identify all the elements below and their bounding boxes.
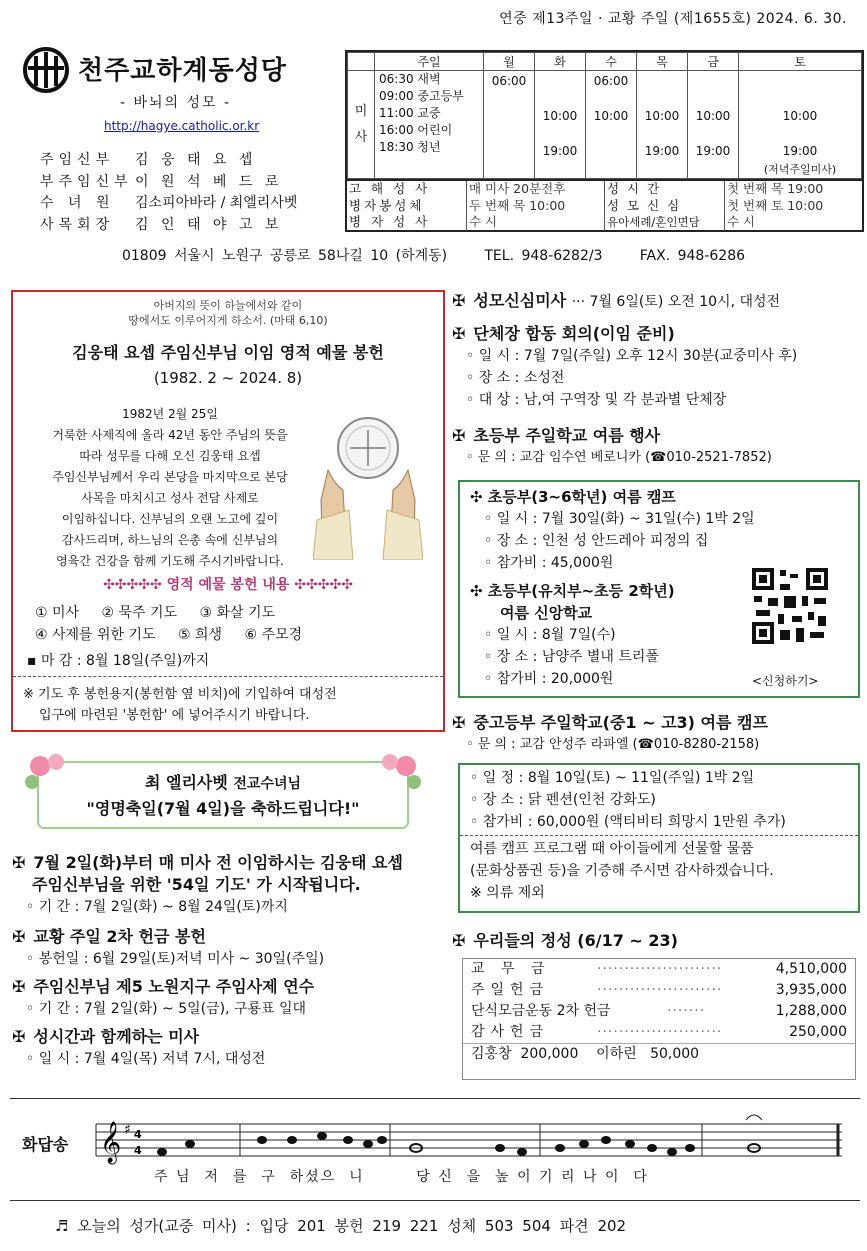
parish-name: 천주교하계동성당 bbox=[78, 56, 287, 86]
notice-title-text: 교황 주일 2차 헌금 봉헌 bbox=[33, 927, 206, 946]
tuesday-times bbox=[535, 71, 586, 179]
time-entry: 19:00 bbox=[695, 144, 731, 158]
offering-amount: 1,288,000 bbox=[775, 1003, 847, 1019]
notice-title-text: 우리들의 정성 (6/17 ~ 23) bbox=[473, 931, 678, 950]
farewell-offering-box bbox=[11, 290, 445, 732]
monday-times bbox=[484, 71, 535, 179]
notice-title-text: 주임신부님을 위한 '54일 기도' 가 시작됩니다. bbox=[32, 875, 361, 894]
offering-row bbox=[463, 1001, 855, 1022]
parish-tel: TEL. 948-6282/3 bbox=[484, 248, 603, 264]
service-value: 첫 번째 목 19:00 bbox=[727, 181, 824, 196]
offering-name: 단식모금운동 2차 헌금 bbox=[471, 1003, 611, 1019]
psalm-lyrics: 주 님 저 를 구 하셨으 니 당 신 을 높 이 기 리 나 이 다 bbox=[154, 1169, 649, 1185]
offering-amount: 4,510,000 bbox=[775, 961, 847, 977]
service-value: 첫 번째 토 10:00 bbox=[727, 197, 824, 213]
camp-detail: ◦ 일 정 : 8월 10일(토) ~ 11일(주일) 1박 2일 bbox=[470, 770, 755, 786]
offering-row bbox=[463, 959, 855, 980]
leader-dots: ······· bbox=[667, 1003, 706, 1019]
staff-role: 주임신부 bbox=[40, 152, 115, 168]
parish-logo-icon bbox=[22, 46, 70, 94]
offering-amount: 250,000 bbox=[789, 1024, 847, 1040]
offering-subheading: ✣✣✣✣✣ 영적 예물 봉헌 내용 ✣✣✣✣✣ bbox=[103, 577, 353, 593]
notice-detail: ··· 7월 6일(토) 오전 10시, 대성전 bbox=[571, 294, 781, 310]
camp-detail: ◦ 장 소 : 인천 성 안드레아 피정의 집 bbox=[484, 533, 709, 549]
divider bbox=[10, 1098, 860, 1099]
wednesday-times bbox=[586, 71, 637, 179]
notice-title-text: 단체장 합동 회의(이임 준비) bbox=[473, 324, 675, 343]
youth-camp-notice bbox=[452, 712, 860, 756]
right-notices bbox=[452, 290, 860, 469]
camp-title: ✣ 초등부(3~6학년) 여름 캠프 bbox=[470, 488, 676, 506]
offering-row bbox=[35, 602, 320, 624]
quote-line: 아버지의 뜻이 하늘에서와 같이 bbox=[153, 299, 303, 312]
staff-row bbox=[40, 193, 297, 215]
staff-role: 수 녀 원 bbox=[40, 195, 115, 211]
note-line: 여름 캠프 프로그램 때 아이들에게 선물할 물품 bbox=[470, 841, 754, 857]
day-header: 수 bbox=[586, 53, 637, 71]
notice-detail: ◦ 대 상 : 남,여 구역장 및 각 분과별 단체장 bbox=[466, 392, 727, 408]
offering-item: ③ 화살 기도 bbox=[199, 605, 276, 621]
story-line: 따라 성무를 다해 오신 김웅태 요셉 bbox=[79, 449, 261, 463]
day-header: 화 bbox=[535, 53, 586, 71]
side-char: 사 bbox=[354, 129, 368, 145]
time-entry: 19:00 bbox=[644, 144, 680, 158]
notice-priest-retreat bbox=[12, 976, 442, 1020]
offering-row bbox=[463, 980, 855, 1001]
notice-detail: ◦ 일 시 : 7월 4일(목) 저녁 7시, 대성전 bbox=[26, 1051, 266, 1067]
notice-detail: ◦ 기 간 : 7월 2일(화) ~ 8월 24일(토)까지 bbox=[26, 899, 288, 915]
mass-schedule bbox=[345, 50, 864, 232]
cross-icon: ✠ bbox=[452, 324, 466, 343]
time-entry: 18:30 청년 bbox=[379, 140, 441, 154]
honoree-title: 전교수녀님 bbox=[233, 776, 302, 792]
notice-title bbox=[452, 425, 860, 447]
donor-list: 김홍창 200,000 이하린 50,000 bbox=[471, 1046, 700, 1062]
scripture-quote bbox=[13, 298, 443, 328]
feast-day-banner bbox=[18, 752, 428, 836]
offering-row bbox=[35, 624, 320, 646]
offering-item: ⑤ 희생 bbox=[178, 627, 223, 643]
cross-icon: ✠ bbox=[12, 927, 26, 946]
qr-label: <신청하기> bbox=[752, 674, 819, 688]
notice-detail: ◦ 기 간 : 7월 2일(화) ~ 5일(금), 구룡표 일대 bbox=[26, 1001, 307, 1017]
day-header: 금 bbox=[688, 53, 739, 71]
notice-title bbox=[12, 976, 442, 998]
mass-side-label bbox=[348, 71, 375, 179]
offering-amount: 3,935,000 bbox=[775, 982, 847, 998]
day-header: 주일 bbox=[375, 53, 484, 71]
staff-row bbox=[40, 172, 297, 194]
camp-detail: ◦ 참가비 : 20,000원 bbox=[484, 671, 614, 687]
side-char: 미 bbox=[354, 103, 368, 119]
notice-title bbox=[452, 712, 860, 734]
time-entry: 10:00 bbox=[644, 109, 680, 123]
qr-code-icon[interactable] bbox=[750, 566, 830, 646]
svg-text:4: 4 bbox=[134, 1128, 142, 1141]
staff-name: 김 웅 태 요 셉 bbox=[135, 152, 257, 168]
time-entry: 10:00 bbox=[593, 109, 629, 123]
time-entry: 06:30 새벽 bbox=[379, 72, 441, 86]
service-label: 병자봉성체 bbox=[347, 198, 467, 215]
sacrament-schedule bbox=[347, 179, 862, 231]
leader-dots: ······················· bbox=[597, 982, 723, 998]
staff-role: 부주임신부 bbox=[40, 173, 133, 190]
honoree-name: 최 엘리사벳 bbox=[144, 773, 234, 792]
cross-icon: ✠ bbox=[452, 931, 466, 950]
saturday-times bbox=[739, 71, 862, 179]
left-notices bbox=[12, 852, 442, 1070]
time-entry: 16:00 어린이 bbox=[379, 123, 453, 137]
youth-camp-box bbox=[458, 763, 860, 913]
issue-date-line: 연중 제13주일 · 교황 주일 (제1655호) 2024. 6. 30. bbox=[499, 11, 847, 27]
service-label: 유아세례/혼인면담 bbox=[605, 214, 725, 231]
notice-title-text: 주임신부님 제5 노원지구 주임사제 연수 bbox=[33, 977, 315, 996]
camp-title: ✣ 초등부(유치부~초등 2학년) bbox=[470, 582, 675, 600]
parish-address: 01809 서울시 노원구 공릉로 58나길 10 (하계동) bbox=[121, 248, 448, 264]
svg-text:4: 4 bbox=[134, 1144, 142, 1157]
parish-fax: FAX. 948-6286 bbox=[639, 248, 746, 264]
time-entry: 06:00 bbox=[593, 74, 629, 88]
svg-text:♯: ♯ bbox=[124, 1122, 131, 1138]
time-entry: 10:00 bbox=[542, 109, 578, 123]
notice-papal-collection bbox=[12, 926, 442, 970]
notice-title bbox=[12, 852, 442, 874]
cross-icon: ✠ bbox=[12, 853, 26, 872]
time-entry: 10:00 bbox=[695, 109, 731, 123]
day-header: 월 bbox=[484, 53, 535, 71]
cross-icon: ✠ bbox=[12, 1027, 26, 1046]
camp-detail: ◦ 일 시 : 7월 30일(화) ~ 31일(수) 1박 2일 bbox=[484, 511, 755, 527]
service-label: 성 시 간 bbox=[605, 181, 725, 198]
offering-name: 주일헌금 bbox=[471, 982, 550, 998]
thursday-times bbox=[637, 71, 688, 179]
story-line: 주임신부님께서 우리 본당을 마지막으로 본당 bbox=[52, 470, 288, 484]
camp-detail: ◦ 참가비 : 45,000원 bbox=[484, 555, 614, 571]
note-line: (문화상품권 등)을 기증해 주시면 감사하겠습니다. bbox=[470, 863, 774, 879]
staff-row bbox=[40, 150, 297, 172]
notice-title-text: 7월 2일(화)부터 매 미사 전 이임하시는 김웅태 요셉 bbox=[33, 853, 403, 872]
staff-name: 김 인 태 야 고 보 bbox=[135, 216, 283, 233]
notice-title-text: 성모신심미사 bbox=[473, 291, 567, 310]
corner-cell bbox=[348, 53, 375, 71]
address-line bbox=[0, 245, 867, 265]
staff-name: 이 원 석 베 드 로 bbox=[135, 173, 283, 190]
service-value: 수 시 bbox=[467, 214, 605, 231]
service-label: 병 자 성 사 bbox=[347, 214, 467, 231]
notice-title-text: 성시간과 함께하는 미사 bbox=[33, 1027, 200, 1046]
offering-note bbox=[23, 684, 337, 726]
leader-dots: ······················· bbox=[597, 1024, 723, 1040]
notice-title bbox=[452, 323, 860, 345]
service-value: 수 시 bbox=[727, 214, 756, 229]
farewell-title: 김웅태 요셉 주임신부님 이임 영적 예물 봉헌 bbox=[72, 343, 384, 362]
story-line: 거룩한 사제직에 올라 42년 동안 주님의 뜻을 bbox=[52, 428, 288, 442]
notice-marian-mass bbox=[452, 290, 860, 313]
camp-donation-note bbox=[460, 835, 858, 904]
camp-detail: ◦ 참가비 : 60,000원 (액티비티 희망시 1만원 추가) bbox=[470, 814, 786, 830]
mass-table bbox=[347, 52, 862, 179]
note-line: ※ 기도 후 봉헌용지(봉헌함 옆 비치)에 기입하여 대성전 bbox=[23, 687, 337, 702]
camp-title: 여름 신앙학교 bbox=[500, 604, 593, 622]
notice-title-text: 중고등부 주일학교(중1 ~ 고3) 여름 캠프 bbox=[473, 713, 768, 732]
offering-item: ② 묵주 기도 bbox=[101, 605, 178, 621]
notice-detail: ◦ 장 소 : 소성전 bbox=[466, 370, 565, 386]
donor-row bbox=[463, 1043, 855, 1065]
cross-icon: ✠ bbox=[12, 977, 26, 996]
ribbon-frame-icon bbox=[18, 752, 428, 836]
story-line: 이임하십니다. 신부님의 오랜 노고에 깊이 bbox=[61, 512, 279, 526]
parish-subtitle: - 바뇌의 성모 - bbox=[120, 95, 232, 111]
staff-row bbox=[40, 215, 297, 237]
notice-detail: ◦ 봉헌일 : 6월 29일(토)저녁 미사 ~ 30일(주일) bbox=[26, 951, 325, 967]
divider bbox=[13, 676, 443, 677]
sunday-times bbox=[375, 71, 484, 179]
time-entry: 06:00 bbox=[491, 74, 527, 88]
todays-hymns: ♬ 오늘의 성가(교중 미사) : 입당 201 봉헌 219 221 성체 503 504 파견 202 bbox=[55, 1217, 627, 1235]
service-label: 성 모 신 심 bbox=[605, 198, 725, 215]
day-header: 토 bbox=[739, 53, 862, 71]
parish-url-link[interactable]: http://hagye.catholic.or.kr bbox=[104, 119, 260, 133]
notice-54-day-prayer bbox=[12, 852, 442, 918]
offering-item: ⑥ 주모경 bbox=[244, 627, 303, 643]
notice-title-text: 초등부 주일학교 여름 행사 bbox=[473, 426, 661, 445]
notice-detail: ◦ 문 의 : 교감 임수연 베로니카 (☎010-2521-7852) bbox=[466, 450, 772, 465]
service-value: 매 미사 20분전후 bbox=[467, 181, 605, 198]
day-header: 목 bbox=[637, 53, 688, 71]
story-line: 사목을 마치시고 성사 전담 사제로 bbox=[81, 491, 259, 505]
service-value: 두 번째 목 10:00 bbox=[467, 198, 605, 215]
cross-icon: ✠ bbox=[452, 291, 466, 310]
cross-icon: ✠ bbox=[452, 426, 466, 445]
notice-detail: ◦ 문 의 : 교감 안성주 라파엘 (☎010-8280-2158) bbox=[466, 737, 760, 752]
feast-greeting: "영명축일(7월 4일)을 축하드립니다!" bbox=[86, 799, 360, 818]
offering-name: 교 무 금 bbox=[471, 961, 551, 977]
notice-detail: ◦ 일 시 : 7월 7일(주일) 오후 12시 30분(교중미사 후) bbox=[466, 348, 798, 364]
offering-row bbox=[463, 1022, 855, 1043]
eucharist-hands-illustration bbox=[313, 410, 423, 560]
service-dates: (1982. 2 ~ 2024. 8) bbox=[153, 369, 303, 387]
cross-icon: ✠ bbox=[452, 713, 466, 732]
story-line: 영육간 건강을 함께 기도해 주시기바랍니다. bbox=[56, 554, 284, 568]
time-entry: 11:00 교중 bbox=[379, 106, 441, 120]
feast-honoree bbox=[18, 770, 428, 793]
time-entry: 10:00 bbox=[782, 109, 818, 123]
offering-items bbox=[35, 602, 320, 646]
offering-name: 감사헌금 bbox=[471, 1024, 550, 1040]
offering-item: ① 미사 bbox=[35, 605, 80, 621]
time-entry: 19:00 bbox=[542, 144, 578, 158]
camp-detail: ◦ 장 소 : 남양주 별내 트리폴 bbox=[484, 649, 659, 665]
time-entry: 19:00 bbox=[782, 144, 818, 158]
note-line: ※ 의류 제외 bbox=[470, 885, 545, 901]
elementary-camp-box bbox=[458, 480, 860, 698]
notice-title bbox=[12, 1026, 442, 1048]
psalm-label: 화답송 bbox=[22, 1135, 69, 1154]
camp-detail: ◦ 장 소 : 닭 펜션(인천 강화도) bbox=[470, 792, 656, 808]
divider bbox=[10, 1200, 860, 1201]
offerings-table bbox=[462, 958, 856, 1080]
music-staff-icon bbox=[90, 1110, 852, 1172]
service-label: 고 해 성 사 bbox=[347, 181, 467, 198]
friday-times bbox=[688, 71, 739, 179]
note-line: 입구에 마련된 '봉헌함' 에 넣어주시기 바랍니다. bbox=[39, 708, 310, 723]
responsorial-psalm bbox=[22, 1110, 852, 1200]
leader-dots: ······················· bbox=[597, 961, 723, 977]
notice-title bbox=[12, 926, 442, 948]
time-entry: (저녁주일미사) bbox=[763, 162, 837, 176]
story-line: 감사드리며, 하느님의 은총 속에 신부님의 bbox=[61, 533, 279, 547]
offerings-title bbox=[452, 928, 678, 951]
camp-detail: ◦ 일 시 : 8월 7일(수) bbox=[484, 627, 616, 643]
notice-holy-hour-mass bbox=[12, 1026, 442, 1070]
staff-list bbox=[40, 150, 297, 236]
svg-text:𝄞: 𝄞 bbox=[100, 1122, 122, 1163]
offering-item: ④ 사제를 위한 기도 bbox=[35, 627, 156, 643]
staff-name: 김소피아바라 / 최엘리사벳 bbox=[135, 195, 298, 211]
time-entry: 09:00 중고등부 bbox=[379, 89, 464, 103]
story-line: 1982년 2월 25일 bbox=[122, 407, 218, 421]
offering-deadline: ▪ 마 감 : 8월 18일(주일)까지 bbox=[27, 653, 210, 669]
quote-line: 땅에서도 이루어지게 하소서. (마태 6,10) bbox=[128, 314, 328, 327]
staff-role: 사목회장 bbox=[40, 216, 115, 233]
farewell-story bbox=[25, 404, 315, 572]
